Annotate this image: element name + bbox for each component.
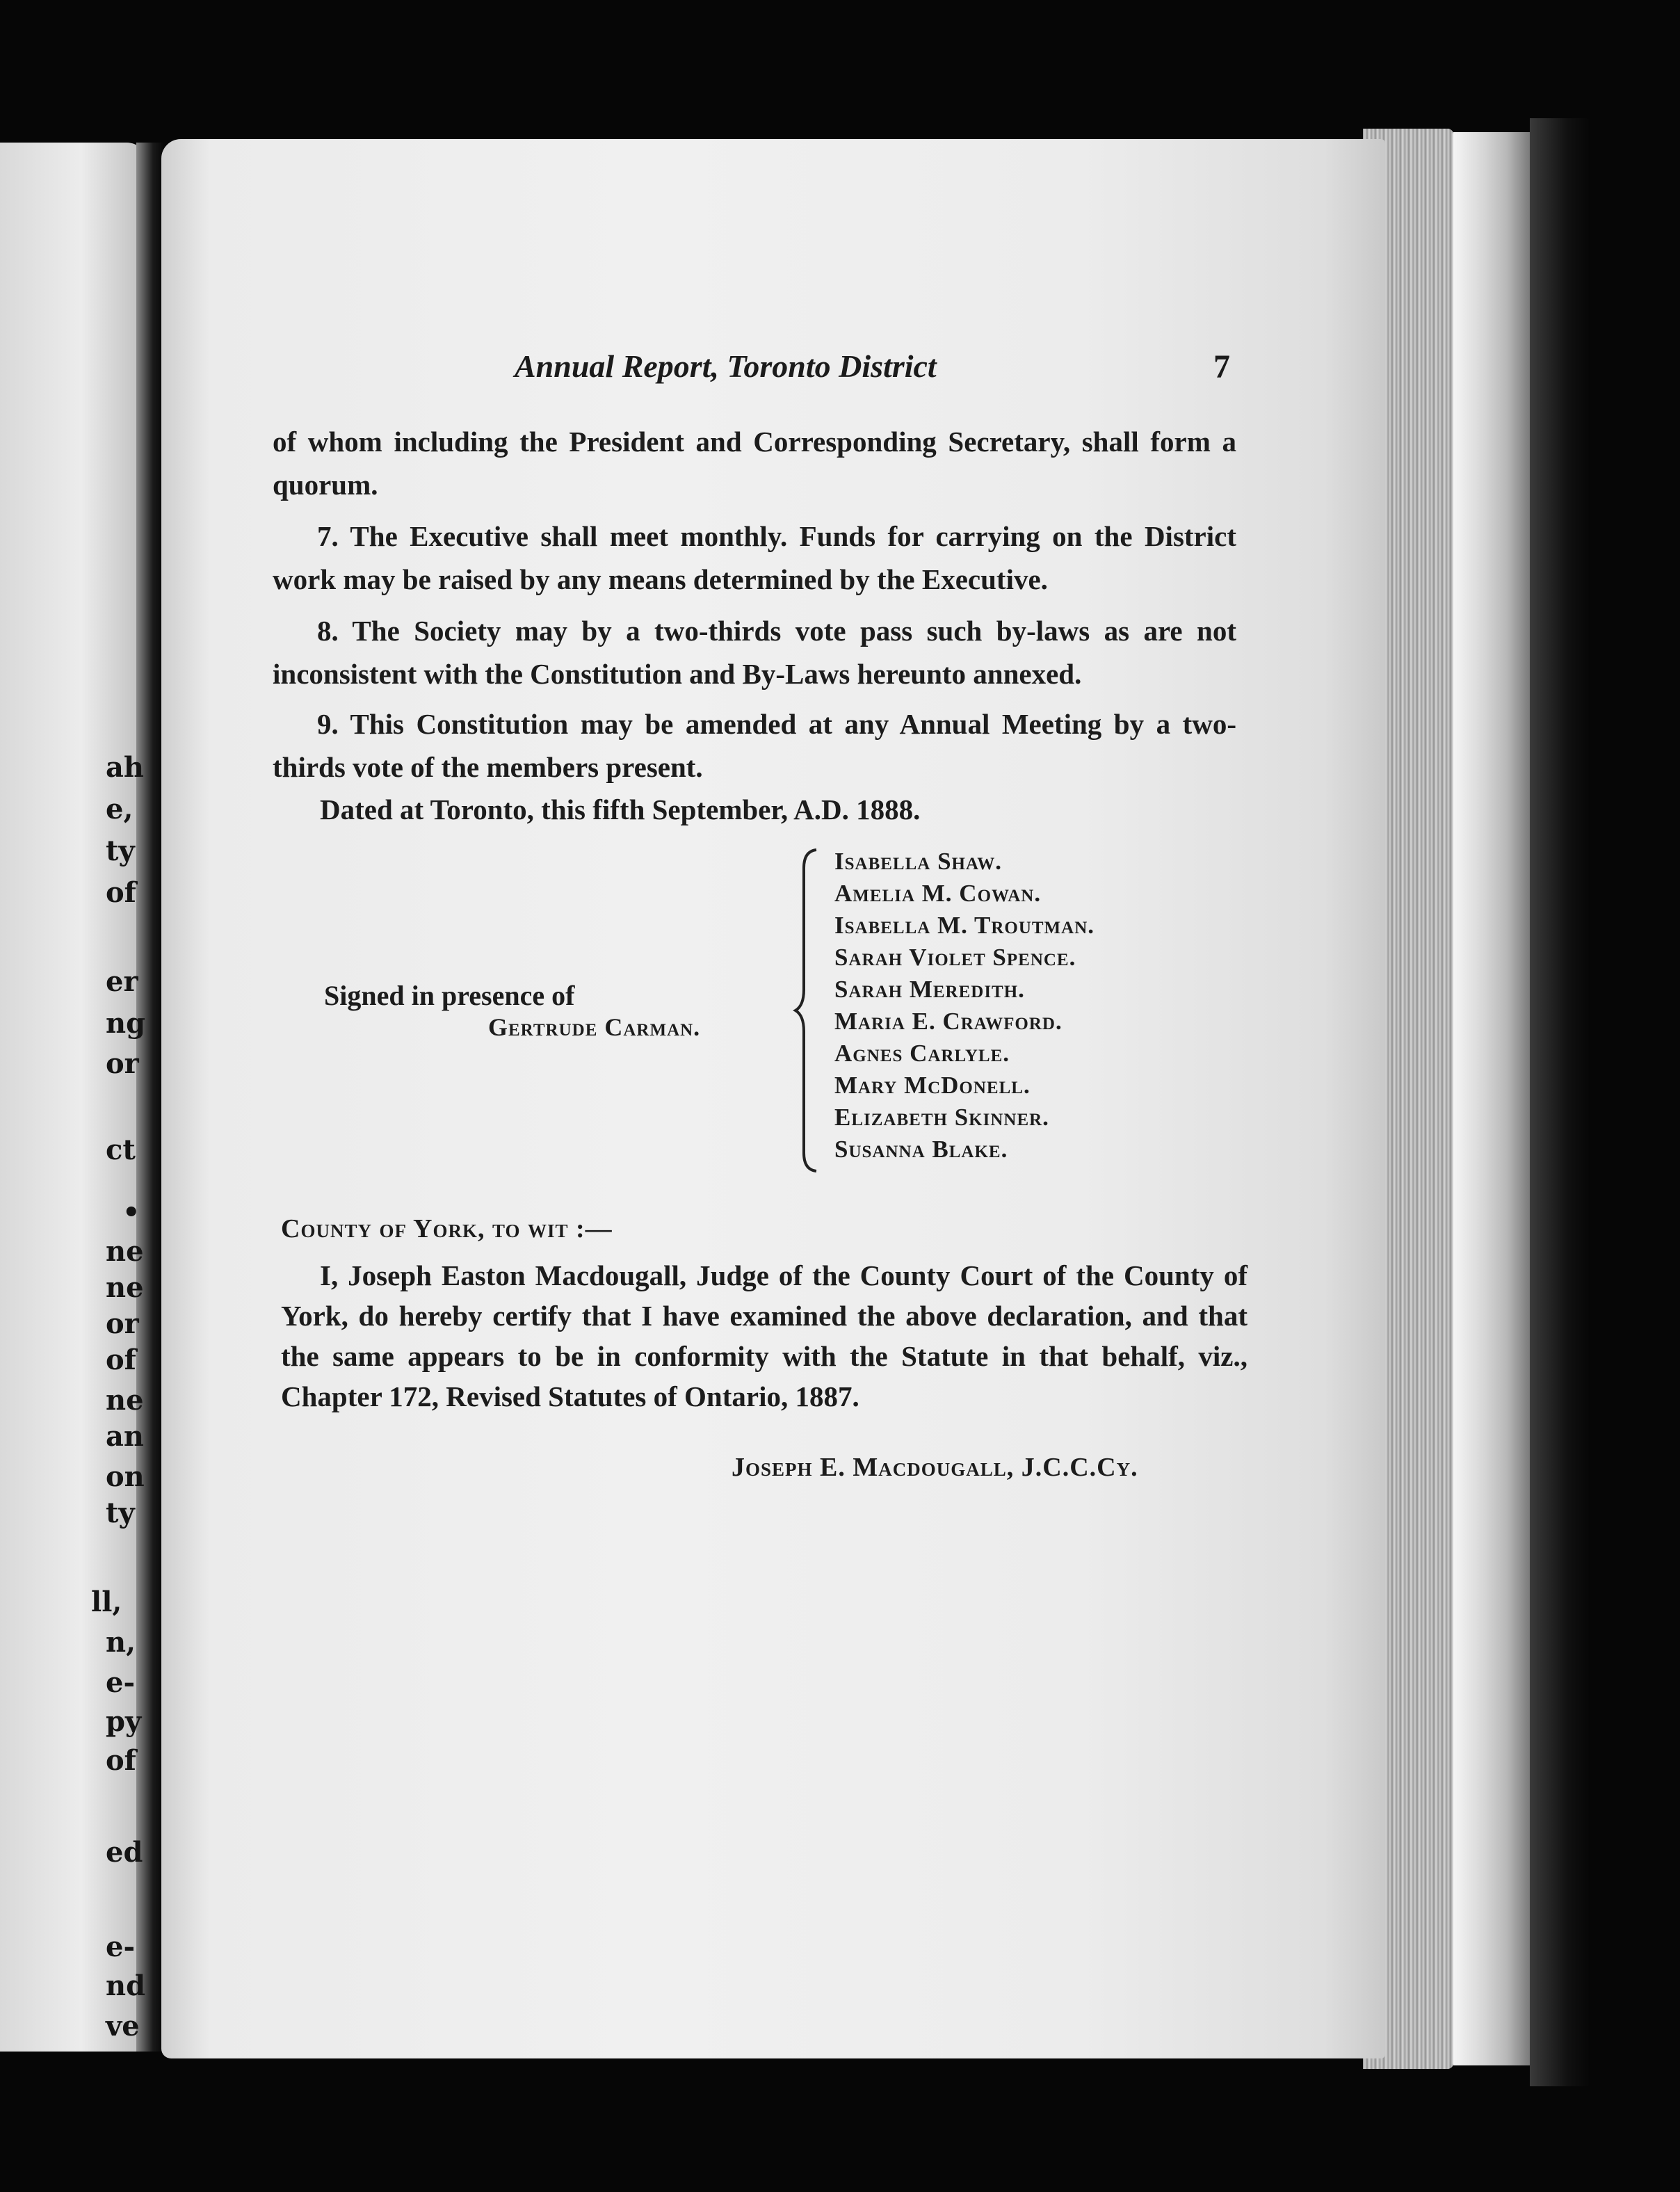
previous-page-word-fragment: ng <box>106 1007 146 1040</box>
previous-page-word-fragment: ed <box>106 1836 143 1869</box>
dated-line: Dated at Toronto, this fifth September, A.D. 1888. <box>320 793 921 825</box>
paragraph-text: 8. The Society may by a two-thirds vote pass such by-laws as are not inconsistent with the Constitution and By-Laws hereunto annexed. <box>273 615 1236 690</box>
previous-page-word-fragment: ah <box>106 751 144 784</box>
running-head: Annual Report, Toronto District <box>515 348 937 384</box>
previous-page-word-fragment: e- <box>106 1931 136 1963</box>
previous-page-word-fragment: ll, <box>91 1586 122 1618</box>
paragraph-7 <box>273 515 1236 601</box>
signatory-name: Elizabeth Skinner. <box>834 1104 1049 1131</box>
previous-page-word-fragment: an <box>106 1420 144 1453</box>
judge-signature: Joseph E. Macdougall, J.C.C.Cy. <box>732 1453 1138 1482</box>
previous-page-word-fragment: nd <box>106 1969 146 2002</box>
signatory-brace <box>793 847 821 1174</box>
signed-in-presence-label: Signed in presence of <box>324 980 575 1011</box>
book-cover-edge <box>1530 118 1592 2086</box>
paragraph-text: 7. The Executive shall meet monthly. Funds for carrying on the District work may be raised by any means determined by the Executive. <box>273 520 1236 595</box>
paragraph-continued <box>273 420 1236 506</box>
signatory-name: Mary McDonell. <box>834 1072 1031 1099</box>
previous-page-word-fragment: ve <box>106 2010 140 2042</box>
previous-page-word-fragment: e, <box>106 793 134 825</box>
previous-page-word-fragment: of <box>106 1744 136 1777</box>
signatory-name: Maria E. Crawford. <box>834 1008 1063 1035</box>
previous-page-word-fragment: of <box>106 1344 136 1376</box>
previous-page-word-fragment: ty <box>106 835 135 867</box>
paragraph-9 <box>273 702 1236 789</box>
witness-name: Gertrude Carman. <box>488 1013 701 1041</box>
certificate-text: I, Joseph Easton Macdougall, Judge of the County Court of the County of York, do hereby certify that I have examined the above declaration, and that the same appears to be in conformity with the Statute in that behalf, viz., Chapter 172, Revised Statutes of Ontario, 1887. <box>281 1259 1247 1412</box>
previous-page-word-fragment: • <box>122 1196 140 1229</box>
judge-certificate <box>281 1255 1247 1417</box>
paragraph-text: 9. This Constitution may be amended at any Annual Meeting by a two-thirds vote of the members present. <box>273 708 1236 783</box>
paragraph-text: of whom including the President and Corresponding Secretary, shall form a quorum. <box>273 426 1236 501</box>
signatory-name: Agnes Carlyle. <box>834 1040 1010 1067</box>
signatory-name: Amelia M. Cowan. <box>834 880 1042 907</box>
previous-page-word-fragment: ty <box>106 1497 135 1529</box>
previous-page-word-fragment: or <box>106 1307 139 1340</box>
previous-page-word-fragment: on <box>106 1460 145 1493</box>
previous-page-word-fragment: ct <box>106 1134 136 1166</box>
signatory-name: Isabella M. Troutman. <box>834 912 1095 939</box>
previous-page-word-fragment: er <box>106 965 138 998</box>
previous-page-word-fragment: ne <box>106 1271 144 1304</box>
page-number: 7 <box>1213 348 1230 385</box>
previous-page-word-fragment: n, <box>106 1626 136 1659</box>
previous-page-word-fragment: or <box>106 1047 139 1080</box>
previous-page-word-fragment: of <box>106 876 136 909</box>
previous-page-word-fragment: e- <box>106 1666 136 1699</box>
paragraph-8 <box>273 609 1236 695</box>
previous-page-word-fragment: ne <box>106 1235 144 1268</box>
signatory-name: Susanna Blake. <box>834 1136 1008 1163</box>
signatory-name: Sarah Meredith. <box>834 976 1025 1003</box>
previous-page-word-fragment: py <box>106 1705 142 1738</box>
county-heading: County of York, to wit :— <box>281 1214 613 1243</box>
signatory-list <box>834 846 1095 1166</box>
signatory-name: Isabella Shaw. <box>834 848 1003 875</box>
book-gutter-shadow <box>136 143 164 2052</box>
page-block-edge <box>1453 132 1530 2065</box>
signatory-name: Sarah Violet Spence. <box>834 944 1076 971</box>
previous-page-word-fragment: ne <box>106 1384 144 1417</box>
